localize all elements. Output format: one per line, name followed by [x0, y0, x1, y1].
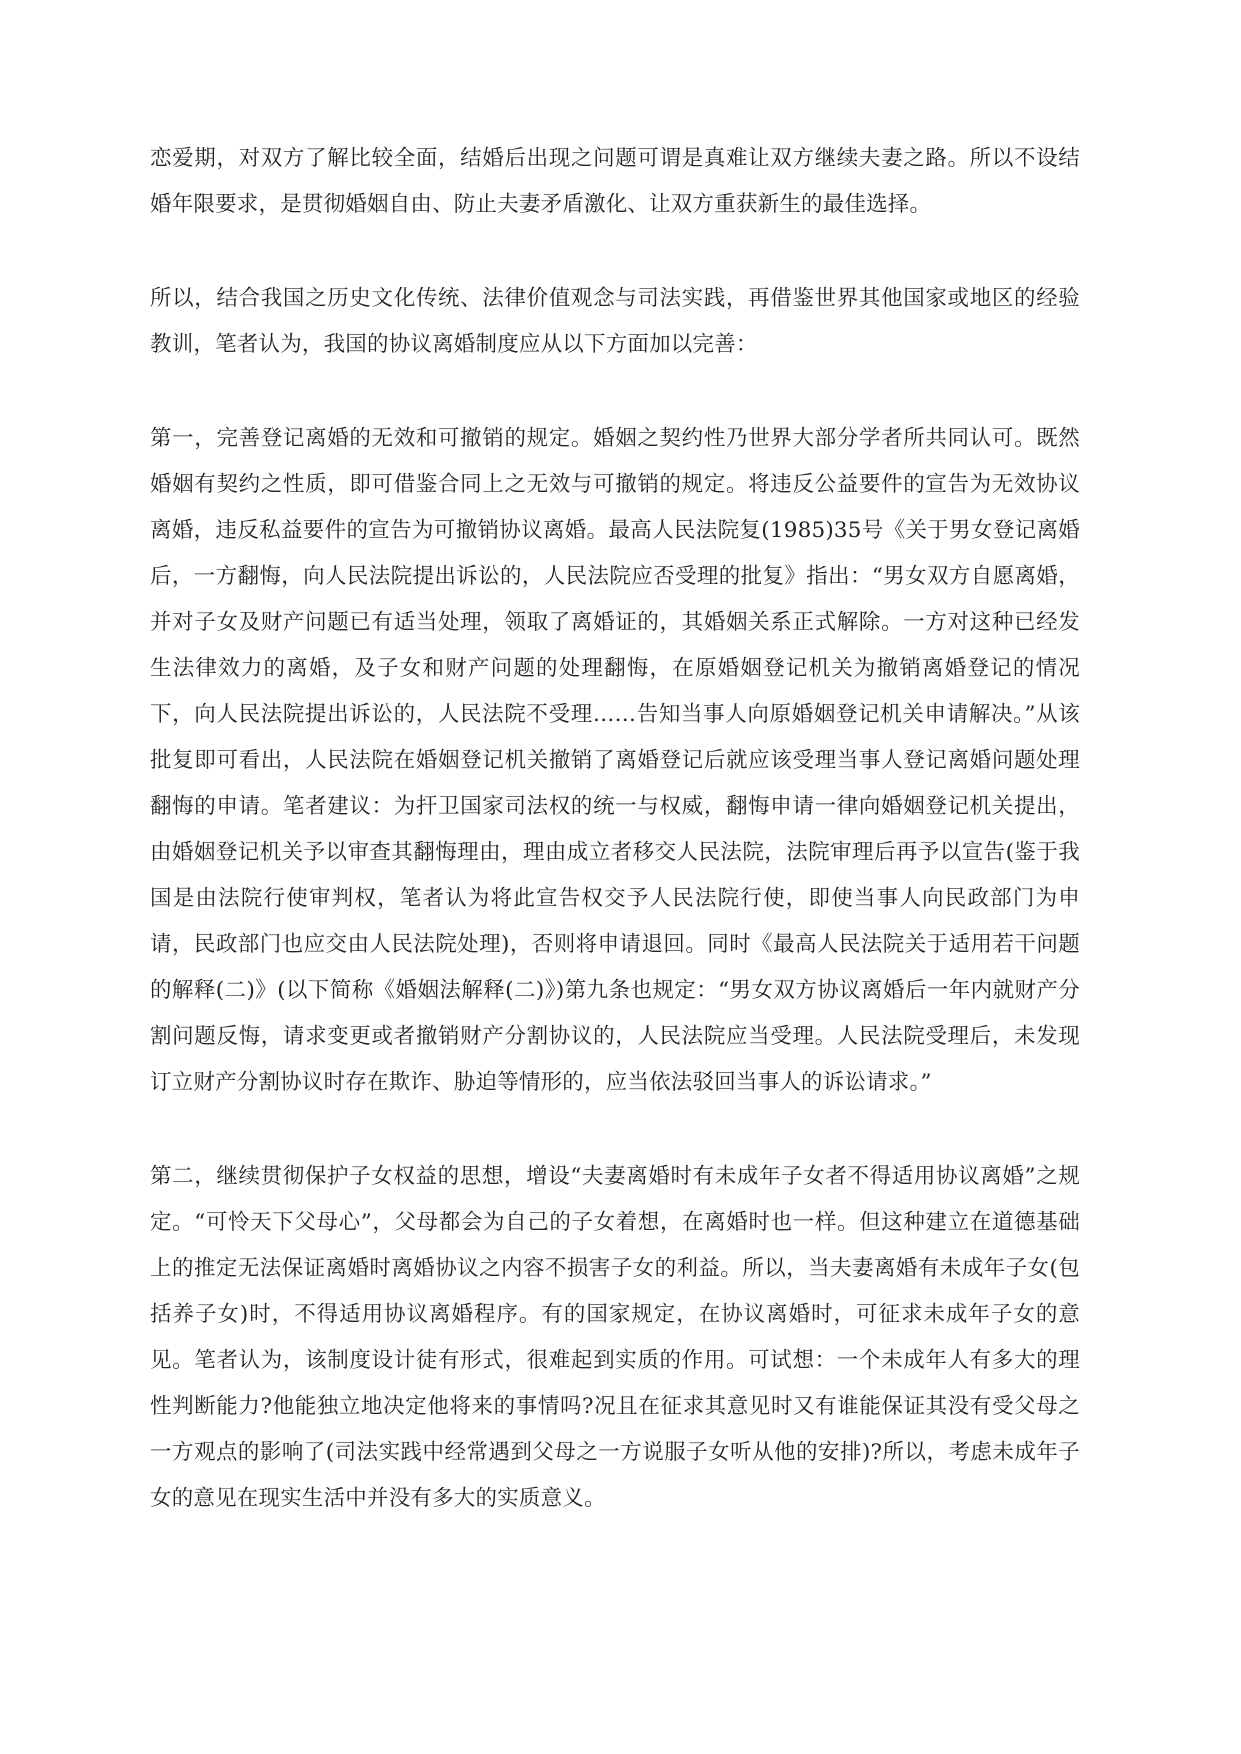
document-body	[150, 136, 1080, 1522]
paragraph-2: 所以，结合我国之历史文化传统、法律价值观念与司法实践，再借鉴世界其他国家或地区的经验教训，笔者认为，我国的协议离婚制度应从以下方面加以完善：	[150, 286, 1080, 357]
paragraph-1: 恋爱期，对双方了解比较全面，结婚后出现之问题可谓是真难让双方继续夫妻之路。所以不设结婚年限要求，是贯彻婚姻自由、防止夫妻矛盾激化、让双方重获新生的最佳选择。	[150, 146, 1080, 217]
paragraph-3: 第一，完善登记离婚的无效和可撤销的规定。婚姻之契约性乃世界大部分学者所共同认可。既然婚姻有契约之性质，即可借鉴合同上之无效与可撤销的规定。将违反公益要件的宣告为无效协议离婚，违反私益要件的宣告为可撤销协议离婚。最高人民法院复(1985)35号《关于男女登记离婚后，一方翻悔，向人民法院提出诉讼的，人民法院应否受理的批复》指出：“男女双方自愿离婚，并对子女及财产问题已有适当处理，领取了离婚证的，其婚姻关系正式解除。一方对这种已经发生法律效力的离婚，及子女和财产问题的处理翻悔，在原婚姻登记机关为撤销离婚登记的情况下，向人民法院提出诉讼的，人民法院不受理……告知当事人向原婚姻登记机关申请解决。”从该批复即可看出，人民法院在婚姻登记机关撤销了离婚登记后就应该受理当事人登记离婚问题处理翻悔的申请。笔者建议：为扞卫国家司法权的统一与权威，翻悔申请一律向婚姻登记机关提出，由婚姻登记机关予以审查其翻悔理由，理由成立者移交人民法院，法院审理后再予以宣告(鉴于我国是由法院行使审判权，笔者认为将此宣告权交予人民法院行使，即使当事人向民政部门为申请，民政部门也应交由人民法院处理)，否则将申请退回。同时《最高人民法院关于适用若干问题的解释(二)》(以下简称《婚姻法解释(二)》)第九条也规定：“男女双方协议离婚后一年内就财产分割问题反悔，请求变更或者撤销财产分割协议的，人民法院应当受理。人民法院受理后，未发现订立财产分割协议时存在欺诈、胁迫等情形的，应当依法驳回当事人的诉讼请求。”	[150, 426, 1080, 1095]
paragraph-4: 第二，继续贯彻保护子女权益的思想，增设“夫妻离婚时有未成年子女者不得适用协议离婚”之规定。“可怜天下父母心”，父母都会为自己的子女着想，在离婚时也一样。但这种建立在道德基础上的推定无法保证离婚时离婚协议之内容不损害子女的利益。所以，当夫妻离婚有未成年子女(包括养子女)时，不得适用协议离婚程序。有的国家规定，在协议离婚时，可征求未成年子女的意见。笔者认为，该制度设计徒有形式，很难起到实质的作用。可试想：一个未成年人有多大的理性判断能力?他能独立地决定他将来的事情吗?况且在征求其意见时又有谁能保证其没有受父母之一方观点的影响了(司法实践中经常遇到父母之一方说服子女听从他的安排)?所以，考虑未成年子女的意见在现实生活中并没有多大的实质意义。	[150, 1164, 1080, 1511]
